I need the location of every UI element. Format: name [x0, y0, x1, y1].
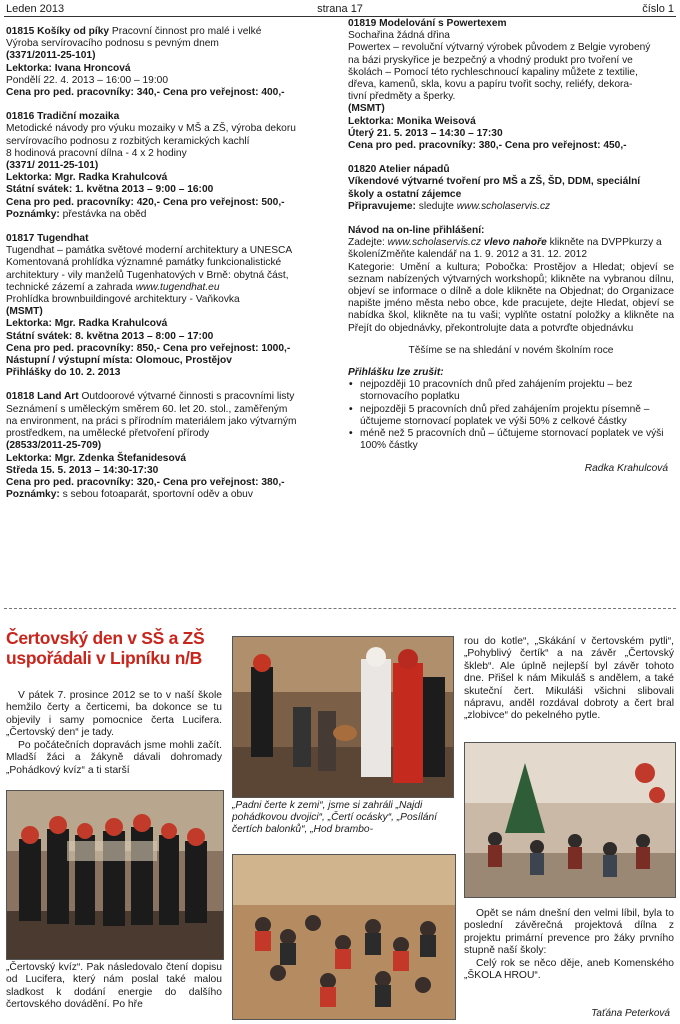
cancellation-item: • méně než 5 pracovních dnů – účtujeme stornovací poplatek ve výši 100% částky — [348, 428, 674, 452]
text-run: Outdoorové výtvarné činnosti s pracovními listy — [78, 391, 295, 403]
text-run: Lektorka: Mgr. Zdenka Štefanidesová — [6, 452, 187, 464]
course-line — [348, 55, 674, 67]
text-run: Přihlášky do 10. 2. 2013 — [6, 367, 121, 379]
course-entry — [348, 18, 674, 152]
course-line — [6, 416, 340, 428]
text-run: 01815 Košíky od píky — [6, 26, 110, 37]
course-list-left — [6, 26, 340, 513]
course-line — [6, 367, 340, 379]
text-run: Powertex – revoluční výtvarný výrobek původem z Belgie vyrobený — [348, 42, 651, 54]
text-run: Změňte kalendář na 1. 9. 2012 a 31. 12. 2012 — [380, 249, 588, 261]
text-run: Státní svátek: 1. května 2013 – 9:00 – 16:00 — [6, 184, 214, 196]
course-line — [6, 331, 340, 343]
text-run: Cena pro ped. pracovníky: 320,- Cena pro veřejnost: 380,- — [6, 476, 285, 488]
text-run: dřeva, kamenů, skla, kovu a papíru tvořit sochy, reliéfy, dekora- — [348, 79, 633, 91]
text-run: s sebou fotoaparát, sportovní oděv a obuv — [59, 489, 253, 501]
text-run: Prohlídka brownbuildingové architektury - Vaňkovka — [6, 294, 240, 306]
online-instruction-line — [348, 237, 629, 248]
text-run: Poznámky: — [6, 208, 60, 220]
course-line — [6, 38, 340, 50]
text-run: Pondělí 22. 4. 2013 – 16:00 – 19:00 — [6, 74, 169, 86]
issue-number: číslo 1 — [642, 3, 674, 15]
course-line — [6, 233, 340, 245]
text-run: klikněte na DVPP — [546, 237, 629, 249]
text-run: 01818 Land Art — [6, 391, 79, 403]
course-line — [6, 160, 340, 172]
text-run: (MSMT) — [348, 103, 385, 115]
online-instructions-title: Návod na on-line přihlášení: — [348, 225, 485, 237]
text-run: prostředkem, na umělecké přetvoření přírody — [6, 428, 210, 440]
course-line — [6, 465, 340, 477]
course-line — [348, 201, 674, 213]
text-run: Víkendové výtvarné tvoření pro MŠ a ZŠ, ŠD, DDM, speciální — [348, 176, 641, 188]
cancellation-list — [348, 379, 674, 452]
text-run: školách – Pomocí této rychleschnoucí kapaliny můžete z textilie, — [348, 66, 638, 78]
course-line — [6, 257, 340, 269]
course-entry — [6, 111, 340, 221]
text-run: Úterý 21. 5. 2013 – 14:30 – 17:30 — [348, 127, 503, 139]
text-run: Cena pro ped. pracovníky: 340,- Cena pro veřejnost: 400,- — [6, 87, 285, 99]
text-run: Komentovaná prohlídka významné památky funkcionalistické — [6, 257, 282, 269]
course-line — [348, 79, 674, 91]
course-entry — [6, 233, 340, 379]
article-col3-para3: Celý rok se něco děje, aneb Komenského „ŠKOLA HROU“. — [464, 958, 674, 982]
text-run: architektury - vily manželů Tugenhatových v Brně: obytná část, — [6, 269, 289, 281]
text-run: technické zázemí a zahrada — [6, 281, 136, 293]
text-run: na bázi pryskyřice je bezpečný a vhodný produkt pro tvoření ve — [348, 54, 633, 66]
text-run: (MSMT) — [6, 306, 43, 318]
text-run: Metodické návody pro výuku mozaiky v MŠ a ZŠ, výroba dekoru — [6, 123, 296, 135]
article-signature: Taťána Peterková — [591, 1008, 670, 1019]
course-line — [6, 282, 340, 294]
text-run: Nástupní / výstupní místa: Olomouc, Prostějov — [6, 355, 232, 367]
text-run: Cena pro ped. pracovníky: 420,- Cena pro veřejnost: 500,- — [6, 196, 285, 208]
text-run: Pracovní činnost pro malé i velké — [109, 26, 262, 37]
course-entry — [348, 164, 674, 213]
text-run: Sochařina žádná dřina — [348, 30, 450, 42]
photo-students-costumes — [6, 790, 224, 960]
text-run: Cena pro ped. pracovníky: 850,- Cena pro veřejnost: 1000,- — [6, 342, 291, 354]
article-title: Čertovský den v SŠ a ZŠ uspořádali v Lipníku n/B — [6, 628, 205, 668]
course-line — [348, 103, 674, 115]
text-run: Výroba servírovacího podnosu s pevným dnem — [6, 38, 219, 50]
text-run: www.tugendhat.eu — [135, 281, 220, 293]
course-line — [6, 270, 340, 282]
text-run: (3371/ 2011-25-101) — [6, 160, 99, 172]
course-line — [6, 184, 340, 196]
text-run: tivní předměty a šperky. — [348, 91, 456, 103]
text-run: Lektorka: Mgr. Radka Krahulcová — [6, 172, 168, 184]
text-run: (28533/2011-25-709) — [6, 440, 102, 452]
issue-month: Leden 2013 — [6, 3, 65, 15]
course-line — [348, 116, 674, 128]
page-number: strana 17 — [317, 3, 363, 15]
course-line — [6, 428, 340, 440]
online-instruction-line — [380, 249, 587, 260]
text-run: 01819 Modelování s Powertexem — [348, 18, 507, 29]
text-run: na environment, na práci s přírodním materiálem jako výtvarným — [6, 415, 297, 427]
course-line — [6, 477, 340, 489]
text-run: 01817 Tugendhat — [6, 233, 89, 245]
text-run: přestávka na oběd — [59, 208, 147, 220]
text-run: 01820 Atelier nápadů — [348, 164, 450, 176]
signature-right: Radka Krahulcová — [584, 462, 668, 474]
course-entry — [6, 391, 340, 501]
course-line — [348, 18, 674, 30]
greeting: Těšíme se na shledání v novém školním roce — [408, 344, 614, 356]
article-col3-top: rou do kotle“, „Skákání v čertovském pytli“, „Pohyblivý čertík“ a na závěr „Čertovský škleb“. Ale úplně nejlepší byl závěr tohoto dne. Přišel k nám Mikuláš s andělem, a také skuteční čert. Mikuláši všichni slibovali nápravu, anděl rozdával dobroty a čert bral „zlobivce“ do pekelného pytle. — [464, 636, 674, 722]
article-col1-para1: V pátek 7. prosince 2012 se to v naší škole hemžilo čerty a čerticemi, ba dokonce se tu objevily i samy pomocnice čerta Lucifera. „Čertovský den“ je tady. — [6, 690, 222, 739]
course-line — [6, 404, 340, 416]
course-line — [6, 245, 340, 257]
course-line — [6, 197, 340, 209]
caption-games: „Padni čerte k zemi“, jsme si zahráli „Najdi pohádkovou dvojici“, „Čertí ocásky“, „Posílání čertích balonků“, „Hod brambo- — [232, 800, 437, 836]
text-run: 01816 Tradiční mozaika — [6, 111, 120, 123]
article-col1-para2: Po počátečních dopravách jsme mohli začít. Mladší žáci a žákyně dávali dohromady „Pohádkový kvíz“ a ti starší — [6, 740, 222, 776]
course-line — [6, 87, 340, 99]
text-run: 8 hodinová pracovní dílna - 4 x 2 hodiny — [6, 147, 187, 159]
course-line — [6, 306, 340, 318]
course-entry — [6, 26, 340, 99]
course-line — [348, 42, 674, 54]
text-run: Zadejte: — [348, 237, 388, 249]
course-line — [6, 343, 340, 355]
online-instructions-text: Kategorie: Umění a kultura; Pobočka: Prostějov a Hledat; objeví se seznam nabízených výtvarných workshopů; klikněte na vybranou dílnu, objeví se informace o dílně a dole klikněte na Objednat; do Organizace napište jméno města nebo obce, kde pracujete, dejte Hledat, objeví se nabídka škol, klikněte na tu vaši; vyplňte ostatní položky a klikněte na Přejít do objednávky, překontrolujte data a potvrďte objednávku — [348, 261, 674, 334]
page-header — [6, 2, 674, 16]
course-line — [6, 136, 340, 148]
text-run: kurzy a školení — [348, 237, 662, 261]
text-run: Připravujeme: — [348, 200, 416, 212]
article-col1-bottom: „Čertovský kvíz“. Pak následovalo čtení dopisu od Lucifera, který nám poslal také malou sladkost k dodání energie do dalšího čertovského dovádění. Po hře — [6, 962, 222, 1011]
photo-devils-santa — [232, 636, 454, 798]
text-run: servírovacího podnosu z rozbitých keramických kachlí — [6, 135, 250, 147]
text-run: www.scholaservis.cz — [387, 237, 482, 249]
text-run: Tugendhat – památka světové moderní architektury a UNESCA — [6, 245, 293, 257]
cancellation-item: • nejpozději 10 pracovních dnů před zahájením projektu – bez stornovacího poplatku — [348, 379, 674, 403]
course-line — [6, 148, 340, 160]
text-run: Lektorka: Monika Weisová — [348, 115, 476, 127]
course-line — [348, 91, 674, 103]
course-line — [6, 123, 340, 135]
cancellation-section — [348, 367, 674, 452]
text-run: Poznámky: — [6, 489, 60, 501]
section-separator — [4, 608, 676, 609]
cancellation-item: • nejpozději 5 pracovních dnů před zahájením projektu písemně – účtujeme stornovací poplatek ve výši 50% z celkové částky — [348, 404, 674, 428]
course-line — [6, 453, 340, 465]
course-line — [348, 67, 674, 79]
course-line — [6, 209, 340, 221]
course-line — [6, 355, 340, 367]
photo-classroom-games — [232, 854, 456, 1020]
course-line — [348, 164, 674, 176]
course-line — [348, 140, 674, 152]
course-line — [6, 75, 340, 87]
course-line — [6, 63, 340, 75]
course-line — [6, 440, 340, 452]
course-line — [6, 111, 340, 123]
course-line — [6, 489, 340, 501]
text-run: Cena pro ped. pracovníky: 380,- Cena pro veřejnost: 450,- — [348, 140, 627, 152]
header-rule — [4, 16, 676, 17]
course-line — [348, 128, 674, 140]
course-line — [6, 172, 340, 184]
course-line — [348, 30, 674, 42]
text-run: (3371/2011-25-101) — [6, 50, 96, 62]
text-run: www.scholaservis.cz — [456, 200, 551, 212]
course-line — [6, 294, 340, 306]
text-run: Státní svátek: 8. května 2013 – 8:00 – 17:00 — [6, 330, 214, 342]
text-run: Lektorka: Ivana Hroncová — [6, 62, 131, 74]
online-instructions — [348, 225, 674, 335]
text-run: vlevo nahoře — [481, 237, 547, 249]
course-list-right — [348, 18, 674, 475]
course-line — [6, 318, 340, 330]
cancellation-title: Přihlášku lze zrušit: — [348, 367, 444, 379]
course-line — [6, 50, 340, 62]
course-line — [348, 176, 674, 188]
text-run: školy a ostatní zájemce — [348, 188, 462, 200]
course-line — [6, 26, 340, 38]
text-run: sledujte — [415, 200, 457, 212]
photo-children-room — [464, 742, 676, 898]
text-run: Lektorka: Mgr. Radka Krahulcová — [6, 318, 168, 330]
course-line — [348, 189, 674, 201]
text-run: Seznámení s uměleckým směrem 60. let 20. stol., zaměřeným — [6, 403, 288, 415]
article-col3-para2: Opět se nám dnešní den velmi líbil, byla to poslední závěrečná projektová dílna z projektu primární prevence pro žáky prvního stupně naší školy: — [464, 908, 674, 957]
course-line — [6, 391, 340, 403]
text-run: Středa 15. 5. 2013 – 14:30-17:30 — [6, 464, 159, 476]
